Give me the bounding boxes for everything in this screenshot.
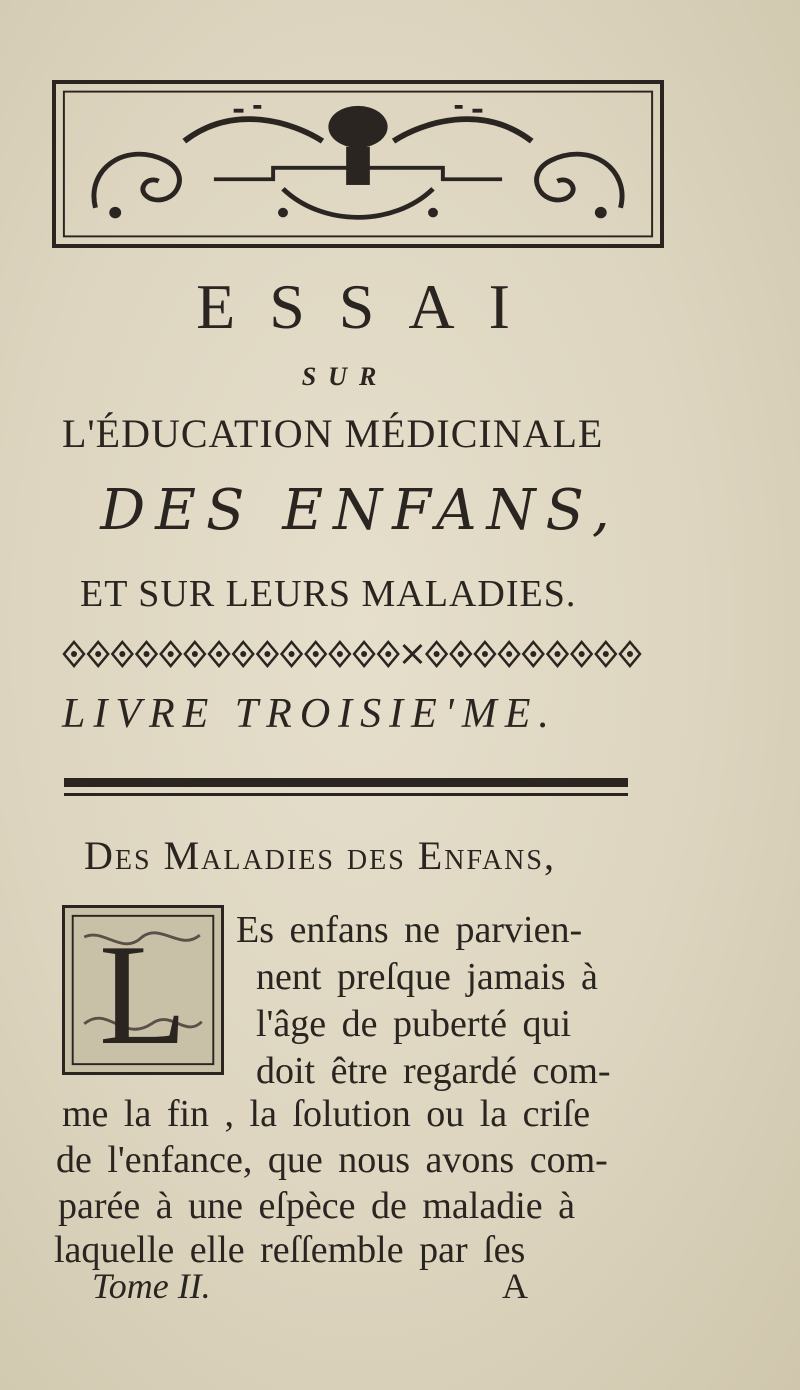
star-ornament-icon	[233, 642, 253, 666]
body-line: laquelle elle reſſemble par ſes	[54, 1229, 526, 1271]
star-ornament-icon	[161, 642, 181, 666]
svg-text:L: L	[98, 914, 188, 1072]
body-line: doit être regardé com-	[256, 1050, 611, 1092]
double-rule-thin	[64, 793, 628, 796]
star-ornament-icon	[209, 642, 229, 666]
body-line: de l'enfance, que nous avons com-	[56, 1139, 608, 1181]
body-line: l'âge de puberté qui	[256, 1003, 572, 1045]
star-ornament-icon	[378, 642, 398, 666]
star-ornament-row	[62, 636, 642, 672]
subtitle-sur: SUR	[301, 362, 389, 391]
body-line: parée à une eſpèce de maladie à	[58, 1185, 576, 1227]
chapter-heading: Des Maladies des Enfans,	[84, 833, 556, 878]
star-ornament-icon	[547, 642, 567, 666]
title-essai: ESSAI	[196, 271, 544, 342]
star-ornament-icon	[64, 642, 84, 666]
subtitle-line-enfans: DES ENFANS,	[100, 478, 620, 543]
decorated-initial	[62, 905, 224, 1075]
star-ornament-icon	[451, 642, 471, 666]
star-ornament-icon	[282, 642, 302, 666]
star-ornament-icon	[572, 642, 592, 666]
star-ornament-icon	[112, 642, 132, 666]
signature-mark: A	[502, 1266, 528, 1306]
headpiece-ornament	[52, 80, 664, 248]
star-ornament-icon	[475, 642, 495, 666]
double-rule-thick	[64, 778, 628, 787]
star-ornament-icon	[354, 642, 374, 666]
star-ornament-icon	[427, 642, 447, 666]
body-line: nent preſque jamais à	[256, 956, 598, 998]
subtitle-line-education: L'ÉDUCATION MÉDICINALE	[62, 411, 604, 456]
star-ornament-icon	[185, 642, 205, 666]
star-ornament-icon	[523, 642, 543, 666]
subtitle-line-maladies: ET SUR LEURS MALADIES.	[80, 573, 577, 615]
body-line: me la fin , la ſolution ou la criſe	[62, 1093, 591, 1135]
star-ornament-icon	[596, 642, 616, 666]
star-ornament-icon	[257, 642, 277, 666]
star-ornament-icon	[499, 642, 519, 666]
cross-ornament-icon	[403, 645, 421, 663]
star-ornament-icon	[330, 642, 350, 666]
initial-letter-graphic	[65, 908, 221, 1072]
book-number: LIVRE TROISIE'ME.	[62, 691, 557, 737]
star-ornament-icon	[137, 642, 157, 666]
body-line: Es enfans ne parvien-	[236, 909, 583, 951]
volume-marker: Tome II.	[92, 1266, 211, 1306]
star-ornament-icon	[620, 642, 640, 666]
star-ornament-icon	[88, 642, 108, 666]
ornament-graphic	[56, 84, 660, 244]
star-ornament-icon	[306, 642, 326, 666]
